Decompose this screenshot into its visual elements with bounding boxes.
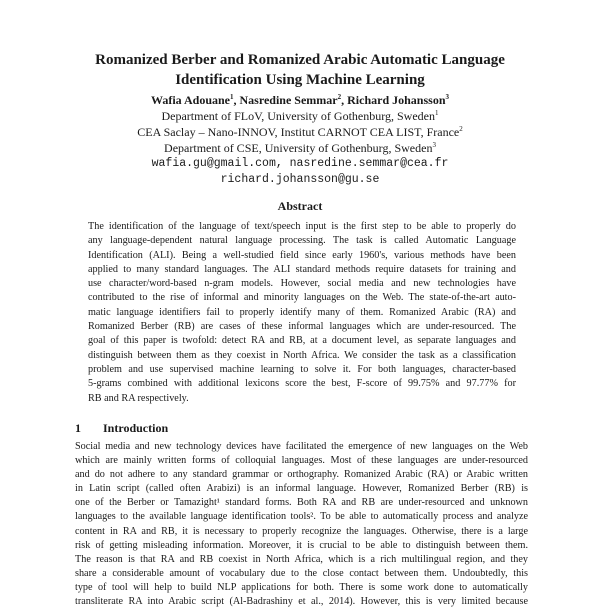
affiliation-2 — [60, 124, 540, 140]
section-title: Introduction — [103, 421, 169, 435]
text-line: The identification of the language of text/speech input is the first step to be able to properly do — [88, 221, 516, 232]
email-line-2: richard.johansson@gu.se — [220, 173, 380, 186]
text-line: Identification (ALI). Being a well-studied field since early 1960's, various methods have been — [88, 249, 516, 261]
text-line: in Latin script (called often Arabizi) is an informal language. However, Romanized Berber (RB) is — [75, 483, 528, 495]
text-line: The reason is that RA and RB coexist in North Africa, which is a rich multilingual region, and they — [75, 553, 528, 565]
section-number: 1 — [75, 421, 81, 435]
introduction-body — [75, 440, 528, 609]
section-heading — [75, 421, 168, 436]
title-line-1: Romanized Berber and Romanized Arabic Automatic Language — [95, 52, 505, 68]
text-line: languages to the available language identification tools². To be able to automatically process and analyze — [75, 511, 528, 523]
paper-title — [60, 50, 540, 90]
text-line: risk of getting misleading information. Moreover, it is crucial to be able to distinguish between them. — [75, 539, 528, 551]
text-line: Romanized Berber (RB) are cases of these informal languages which are under-resourced. The — [88, 321, 516, 333]
text-line: problem and use supervised machine learning to solve it. For both languages, character-based — [88, 363, 516, 375]
email-line-1: wafia.gu@gmail.com, nasredine.semmar@cea.fr — [151, 157, 449, 170]
affiliation-sup: 3 — [432, 141, 436, 149]
text-line: RB and RA respectively. — [88, 392, 189, 404]
affiliation-text: Department of FLoV, University of Gothenburg, Sweden — [161, 109, 435, 123]
author-sup: 3 — [445, 93, 449, 101]
text-line: and do not adhere to any standard grammar or orthography. Romanized Arabic (RA) or Arabic written — [75, 469, 528, 481]
text-line: transliterate RA into Arabic script (Al-Badrashiny et al., 2014). However, this is very limited because — [75, 596, 528, 608]
text-line: contributed to the rise of informal and minority languages on the Web. The state-of-the-art auto- — [88, 292, 516, 304]
affiliation-text: Department of CSE, University of Gothenburg, Sweden — [164, 141, 433, 155]
title-line-2: Identification Using Machine Learning — [175, 72, 425, 88]
author-name: Wafia Adouane — [150, 93, 231, 107]
text-line: type of tool will help to build NLP applications for both. There is some work done to automatically — [75, 581, 528, 593]
author-name: Richard Johansson — [347, 93, 446, 107]
author-list — [60, 92, 540, 108]
abstract-body — [88, 220, 516, 406]
text-line: Social media and new technology devices have facilitated the emergence of new languages on the Web — [75, 441, 528, 452]
author-sup: 2 — [337, 93, 342, 101]
text-line: goal of this paper is twofold: detect RA and RB, at a document level, as separate languages and — [88, 335, 516, 347]
affiliation-1 — [60, 108, 540, 124]
text-line: use character/word-based n-gram models. However, social media and new technologies have — [88, 278, 516, 290]
affiliation-sup: 2 — [459, 125, 463, 133]
affiliation-text: CEA Saclay – Nano-INNOV, Institut CARNOT CEA LIST, France — [137, 125, 460, 139]
abstract-heading: Abstract — [277, 199, 323, 213]
text-line: which are mainly written forms of colloquial languages. Most of these languages are under-resourced — [75, 455, 528, 467]
text-line: applied to many standard languages. The ALI standard methods require datasets for training and — [88, 263, 516, 275]
text-line: share a considerable amount of vocabulary due to the close contact between them. Undoubtedly, this — [75, 567, 528, 579]
author-separator: , — [233, 93, 240, 107]
text-line: 5-grams combined with additional lexicons score the best, F-score of 99.75% and 97.77% for — [88, 378, 516, 390]
affiliation-3 — [60, 140, 540, 156]
text-line: content in RA and RB, it is necessary to properly recognize the languages. Otherwise, there is a large — [75, 525, 528, 537]
author-separator: , — [341, 93, 348, 107]
author-name: Nasredine Semmar — [239, 93, 338, 107]
text-line: distinguish between them as they coexist in North Africa. We consider the task as a classification — [88, 349, 516, 361]
text-line: matic language identifiers fail to properly identify many of them. Romanized Arabic (RA) and — [88, 306, 516, 318]
text-line: any language-dependent natural language processing. The task is called Automatic Language — [88, 235, 516, 247]
author-sup: 1 — [230, 93, 234, 101]
text-line: one of the Berber or Tamazight¹ standard forms. Both RA and RB are under-resourced and unknown — [75, 497, 528, 509]
affiliation-sup: 1 — [435, 109, 439, 117]
